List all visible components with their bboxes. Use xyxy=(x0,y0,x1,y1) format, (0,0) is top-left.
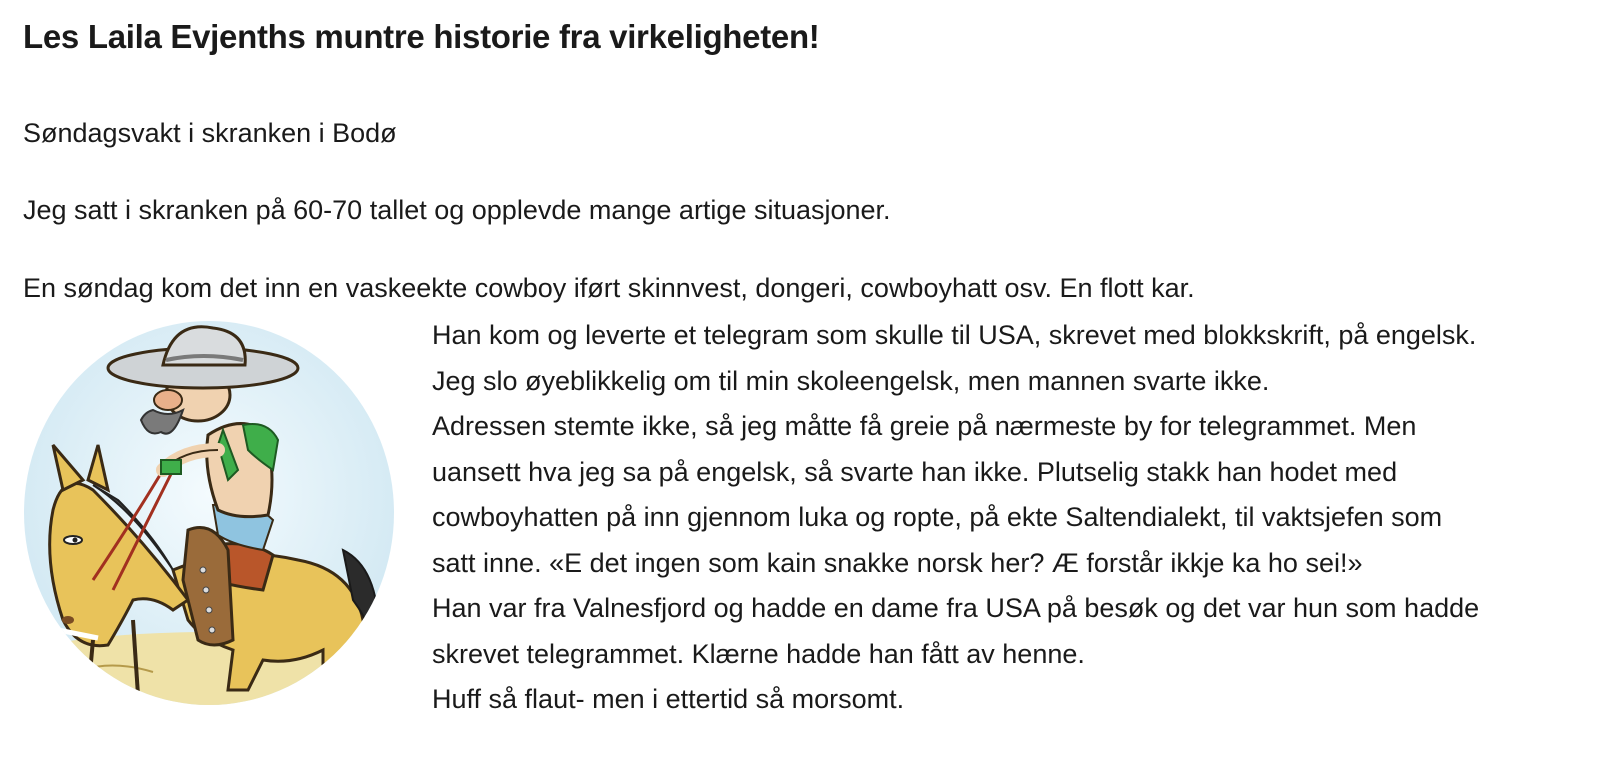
story-line: Huff så flaut- men i ettertid så morsomt. xyxy=(432,684,905,714)
article-title: Les Laila Evjenths muntre historie fra virkeligheten! xyxy=(23,18,820,55)
story-line: Adressen stemte ikke, så jeg måtte få greie på nærmeste by for telegrammet. Men xyxy=(432,411,1417,441)
story-line: skrevet telegrammet. Klærne hadde han fått av henne. xyxy=(432,638,1085,669)
story-line: satt inne. «E det ingen som kain snakke norsk her? Æ forstår ikkje ka ho sei!» xyxy=(432,547,1363,578)
story-line: Han kom og leverte et telegram som skulle til USA, skrevet med blokkskrift, på engelsk. xyxy=(432,320,1477,350)
story-text xyxy=(432,317,1479,727)
intro-paragraph: Jeg satt i skranken på 60-70 tallet og opplevde mange artige situasjoner. xyxy=(23,195,891,225)
cowboy-paragraph: En søndag kom det inn en vaskeekte cowboy iført skinnvest, dongeri, cowboyhatt osv. En flott kar. xyxy=(23,273,1195,303)
story-line: cowboyhatten på inn gjennom luka og ropte, på ekte Saltendialekt, til vaktsjefen som xyxy=(432,502,1443,532)
story-line: Jeg slo øyeblikkelig om til min skoleengelsk, men mannen svarte ikke. xyxy=(432,365,1270,396)
story-line: Han var fra Valnesfjord og hadde en dame fra USA på besøk og det var hun som hadde xyxy=(432,593,1480,623)
story-line: uansett hva jeg sa på engelsk, så svarte han ikke. Plutselig stakk han hodet med xyxy=(432,456,1398,487)
cowboy-on-horse-illustration xyxy=(23,320,395,706)
article-subtitle: Søndagsvakt i skranken i Bodø xyxy=(23,118,397,148)
